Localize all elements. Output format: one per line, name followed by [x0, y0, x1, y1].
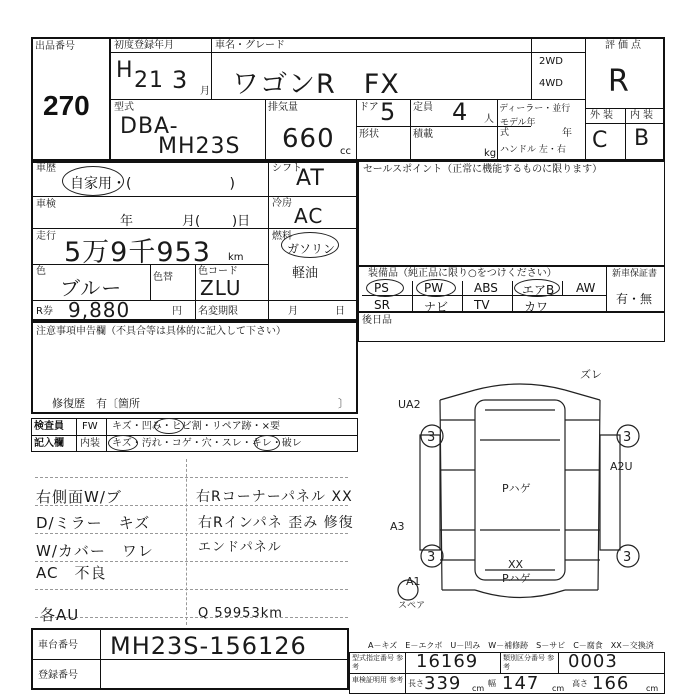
shift-label: シフト — [272, 163, 302, 174]
chassis-value: MH23S-156126 — [110, 632, 307, 660]
recycle-label: 新車保証書 — [612, 269, 658, 279]
shape-label: 形状 — [359, 129, 379, 140]
equip-pw: PW — [424, 281, 444, 295]
type-cert-value: 16169 — [416, 651, 479, 672]
fuel-gasoline: ガソリン — [287, 242, 336, 256]
model-year-label: モデル年式 — [500, 118, 536, 138]
equip-pw-circle — [416, 279, 456, 297]
payload-label: 積載 — [413, 129, 433, 140]
fuel-diesel: 軽油 — [292, 266, 319, 281]
class-value: 0003 — [568, 651, 618, 672]
wheel-rr-mark: 3 — [623, 550, 632, 565]
first-reg-month-unit: 月 — [200, 86, 210, 97]
displacement-label: 排気量 — [268, 102, 298, 113]
drive-2wd: 2WD — [539, 56, 563, 67]
model-line1: DBA- — [120, 114, 179, 139]
remark-left-1: 右側面W/ブ — [36, 488, 122, 506]
type-cert-label: 型式指定番号 参考 — [352, 654, 404, 671]
diagram-a1: A1 — [406, 575, 421, 588]
fw-items: キズ・凹み・ヒビ割・リペア跡・×要 — [112, 421, 280, 432]
equip-navi: ナビ — [424, 300, 449, 314]
equip-leather: カワ — [524, 300, 549, 314]
lot-number: 270 — [43, 90, 90, 121]
handle-label: ハンドル 左・右 — [500, 145, 566, 155]
height-value: 166 — [592, 673, 630, 694]
history-value: 自家用・( ) — [70, 176, 235, 192]
displacement-unit: cc — [340, 146, 351, 157]
ac-label: 冷房 — [272, 198, 292, 209]
car-name-label: 車名・グレード — [215, 40, 285, 51]
wheel-fl-mark: 3 — [427, 430, 436, 445]
repair-close: 〕 — [338, 397, 349, 410]
dealer-label: ディーラー・並行 — [499, 104, 571, 114]
color-value: ブルー — [60, 276, 123, 300]
class-label: 類別区分番号 参考 — [503, 654, 555, 671]
doors-value: 5 — [380, 98, 397, 126]
capacity-value: 4 — [452, 98, 469, 126]
diagram-top-mark: ズレ — [580, 368, 602, 381]
equip-tv: TV — [474, 298, 490, 312]
history-label: 車歴 — [36, 163, 56, 174]
fuel-circle — [281, 232, 339, 258]
first-reg-label: 初度登録年月 — [114, 40, 174, 51]
rating-exterior-value: C — [592, 128, 609, 153]
remark-right-2: 右Rインパネ 歪み 修復 — [198, 515, 354, 531]
lot-label: 出品番号 — [35, 41, 75, 52]
rating-label: 評価点 — [605, 40, 644, 51]
first-reg-month: 3 — [172, 66, 189, 94]
payload-unit: kg — [484, 148, 497, 159]
color-code-value: ZLU — [200, 276, 242, 300]
history-circle — [62, 166, 124, 196]
legend: A－キズ E－エクボ U－凹み W－補修跡 S－サビ C－腐食 XX－交換済 — [368, 641, 654, 650]
equip-ps-circle — [366, 279, 404, 297]
diagram-a2u: A2U — [610, 460, 633, 473]
diagram-xx-mark: XX — [508, 558, 524, 571]
name-change-month: 月 — [288, 306, 298, 317]
length-value: 339 — [424, 673, 462, 694]
later-date-label: 後日品 — [362, 315, 392, 326]
first-reg-era: H — [116, 58, 134, 83]
ac-value: AC — [294, 204, 324, 228]
color-label: 色 — [36, 266, 46, 277]
displacement-value: 660 — [282, 124, 335, 154]
fw-circle-dent — [154, 418, 184, 434]
inspection-month-unit: 月( — [182, 214, 201, 229]
registration-label: 登録番号 — [38, 670, 78, 681]
remark-left-3: W/カバー ワレ — [36, 542, 154, 560]
inspection-year-unit: 年 — [120, 214, 134, 229]
equipment-label: 装備品（純正品に限り○をつけください） — [368, 268, 557, 279]
car-diagram — [380, 360, 670, 620]
repair-label: 修復歴 有〔箇所 — [52, 397, 140, 410]
width-unit: cm — [552, 684, 565, 693]
interior-circle-wear — [254, 435, 280, 451]
diagram-p-mark: Pハゲ — [502, 482, 531, 495]
length-unit: cm — [472, 684, 485, 693]
equip-ps: PS — [374, 281, 389, 295]
remark-bottom-left: 各AU — [40, 606, 80, 624]
model-label: 型式 — [114, 102, 134, 113]
remark-left-4: AC 不良 — [36, 564, 107, 582]
diagram-spare: スペア — [398, 601, 426, 611]
wheel-rl-mark: 3 — [427, 550, 436, 565]
dims-label: 車検証明用 参考 — [352, 676, 404, 684]
r-ticket-label: R券 — [36, 306, 53, 317]
fuel-label: 燃料 — [272, 231, 292, 242]
mileage-unit: km — [228, 252, 244, 263]
inspection-label: 車検 — [36, 199, 56, 210]
capacity-unit: 人 — [484, 114, 494, 125]
fw-label: FW — [82, 421, 98, 432]
rating-value: R — [608, 64, 630, 99]
sales-point-label: セールスポイント（正常に機能するものに限ります） — [363, 164, 603, 175]
length-label: 長さ — [408, 679, 424, 688]
equip-airbag-circle — [514, 279, 560, 297]
equip-sr: SR — [374, 298, 390, 312]
color-code-label: 色コード — [198, 266, 238, 277]
r-ticket-unit: 円 — [172, 306, 182, 317]
diagram-a3: A3 — [390, 520, 405, 533]
width-label: 幅 — [488, 679, 496, 688]
width-value: 147 — [502, 673, 540, 694]
rating-exterior-label: 外装 — [590, 110, 616, 121]
notes-label: 注意事項申告欄（不具合等は具体的に記入して下さい） — [36, 326, 286, 337]
inspection-day-unit: )日 — [232, 214, 251, 229]
rating-interior-label: 内装 — [630, 110, 656, 121]
diagram-ua2: UA2 — [398, 398, 421, 411]
height-unit: cm — [646, 684, 659, 693]
mileage-value: 5万9千953 — [64, 237, 211, 268]
equip-airbag: エアB — [522, 283, 555, 297]
remark-right-1: 右Rコーナーパネル XX — [196, 489, 353, 505]
model-year-unit: 年 — [562, 128, 572, 139]
interior-items: キズ・汚れ・コゲ・穴・スレ・キレ・破レ — [112, 438, 302, 449]
model-line2: MH23S — [158, 134, 241, 159]
drive-4wd: 4WD — [539, 78, 563, 89]
name-change-label: 名変期限 — [198, 306, 238, 317]
r-ticket-value: 9,880 — [68, 298, 131, 322]
color-change-label: 色替 — [153, 272, 173, 283]
chassis-label: 車台番号 — [38, 640, 78, 651]
wheel-fr-mark: 3 — [623, 430, 632, 445]
remark-right-3: エンドパネル — [198, 540, 282, 555]
equip-abs: ABS — [474, 281, 498, 295]
doors-label: ドア — [359, 102, 379, 113]
equip-aw: AW — [576, 281, 596, 295]
capacity-label: 定員 — [413, 102, 433, 113]
remark-bottom-right: Q 59953km — [198, 606, 283, 621]
interior-label: 内装 — [80, 438, 100, 449]
inspector-label2: 記入欄 — [34, 438, 64, 449]
interior-circle-scratch — [108, 435, 138, 451]
sales-point-box — [358, 161, 665, 266]
later-date-box — [358, 312, 665, 342]
rating-interior-value: B — [634, 126, 651, 151]
name-change-day: 日 — [335, 306, 345, 317]
height-label: 高さ — [572, 679, 588, 688]
shift-value: AT — [296, 166, 325, 191]
mileage-label: 走行 — [36, 231, 56, 242]
inspector-label1: 検査員 — [34, 421, 64, 432]
diagram-xx-p: Pハゲ — [502, 572, 531, 585]
remark-left-2: D/ミラー キズ — [36, 514, 151, 532]
car-name-value: ワゴンR FX — [232, 69, 400, 100]
first-reg-year: 21 — [134, 68, 164, 93]
recycle-value: 有・無 — [616, 292, 653, 306]
